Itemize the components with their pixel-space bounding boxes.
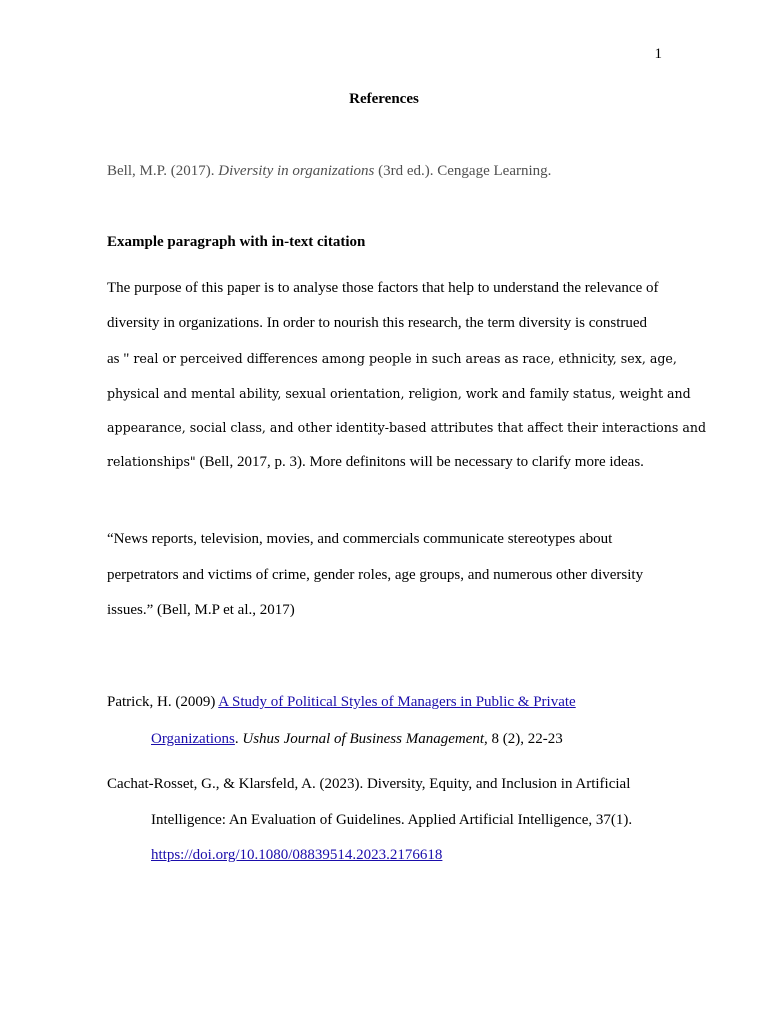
paragraph-line-6-tail: (Bell, 2017, p. 3). More definitons will be necessary to clarify more ideas. <box>195 454 644 470</box>
reference-bell-title: Diversity in organizations <box>218 163 375 179</box>
reference-patrick-journal: Ushus Journal of Business Management <box>242 731 485 747</box>
paragraph-line-6-quote: relationships" <box>107 454 196 469</box>
reference-patrick-line-1 <box>107 694 576 711</box>
reference-patrick-link[interactable]: A Study of Political Styles of Managers in Public & Private <box>218 694 576 710</box>
reference-cachat-doi-link[interactable]: https://doi.org/10.1080/08839514.2023.2176618 <box>151 847 443 863</box>
example-heading: Example paragraph with in-text citation <box>107 234 366 250</box>
reference-patrick-line-2 <box>151 731 563 748</box>
paragraph-line-3-lead: as " <box>107 351 130 367</box>
reference-bell-pre: Bell, M.P. (2017). <box>107 163 219 179</box>
reference-patrick-post: , 8 (2), 22-23 <box>484 731 563 747</box>
reference-patrick-pre: Patrick, H. (2009) <box>107 694 219 710</box>
paragraph-line-4: physical and mental ability, sexual orientation, religion, work and family status, weight and <box>107 386 691 401</box>
quote-line-2: perpetrators and victims of crime, gender roles, age groups, and numerous other diversity <box>107 567 644 583</box>
paragraph-line-1: The purpose of this paper is to analyse those factors that help to understand the relevance of <box>107 280 659 296</box>
reference-bell <box>107 163 551 180</box>
references-title: References <box>349 91 419 107</box>
paragraph-line-2: diversity in organizations. In order to nourish this research, the term diversity is construed <box>107 315 648 331</box>
reference-patrick-link-cont[interactable]: Organizations <box>151 731 235 747</box>
paragraph-line-6 <box>107 454 644 471</box>
reference-bell-post: (3rd ed.). Cengage Learning. <box>374 163 552 179</box>
paragraph-line-3-quote: real or perceived differences among people in such areas as race, ethnicity, sex, age, <box>129 351 677 366</box>
reference-cachat-line-2: Intelligence: An Evaluation of Guidelines. Applied Artificial Intelligence, 37(1). <box>151 812 633 828</box>
page-number: 1 <box>654 46 662 62</box>
reference-patrick-period: . <box>234 731 243 747</box>
quote-line-1: “News reports, television, movies, and commercials communicate stereotypes about <box>107 531 613 547</box>
paragraph-line-5: appearance, social class, and other identity-based attributes that affect their interactions and <box>107 420 707 435</box>
quote-line-3: issues.” (Bell, M.P et al., 2017) <box>107 602 295 618</box>
reference-cachat-line-1: Cachat-Rosset, G., & Klarsfeld, A. (2023). Diversity, Equity, and Inclusion in Artificial <box>107 776 631 792</box>
paragraph-line-3 <box>107 351 677 368</box>
